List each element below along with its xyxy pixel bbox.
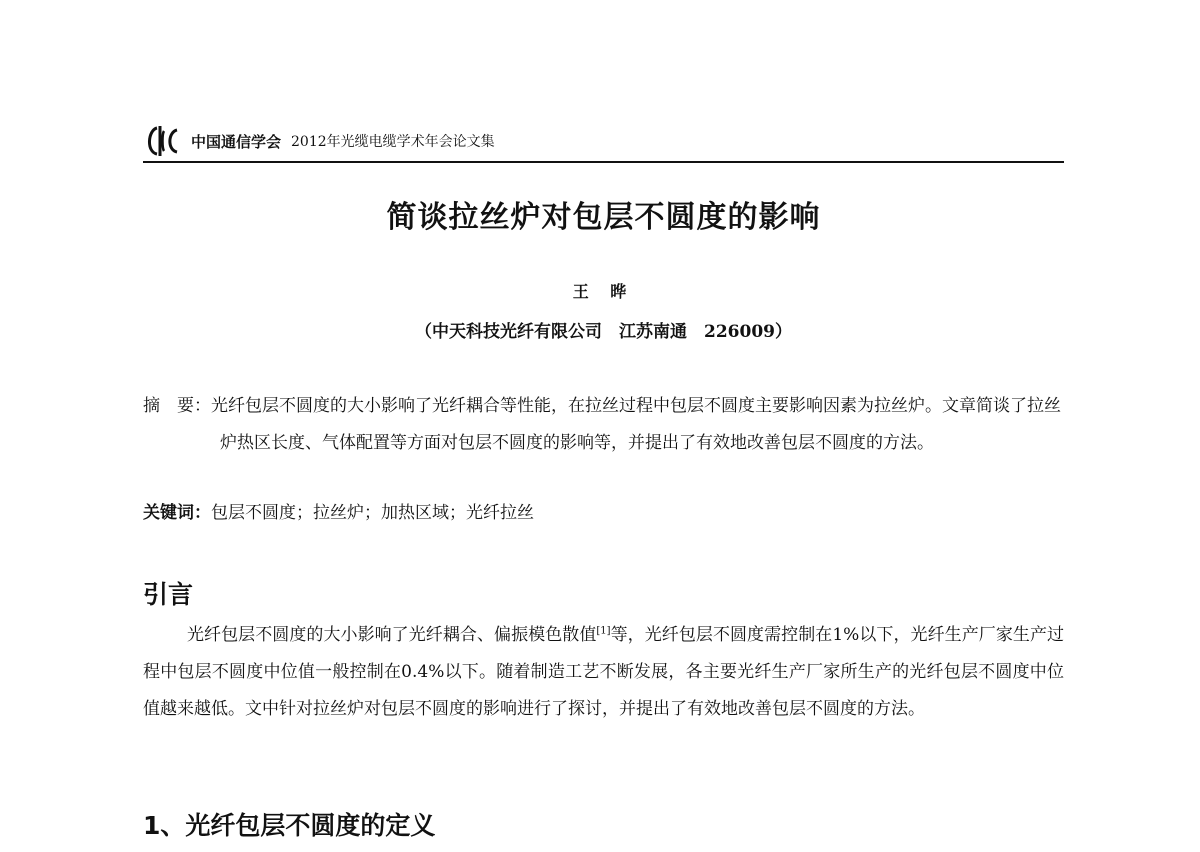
intro-paragraph [143, 617, 1064, 728]
keywords-label: 关键词： [143, 503, 211, 523]
abstract-text: 光纤包层不圆度的大小影响了光纤耦合等性能，在拉丝过程中包层不圆度主要影响因素为拉丝炉。文章简谈了拉丝炉热区长度、气体配置等方面对包层不圆度的影响等，并提出了有效地改善包层不圆度的方法。 [211, 396, 1061, 453]
abstract [143, 388, 1064, 462]
paper-title: 简谈拉丝炉对包层不圆度的影响 [386, 200, 821, 235]
citation-ref: [1] [596, 625, 611, 637]
section-heading-intro: 引言 [143, 580, 194, 609]
header-collection-title: 2012年光缆电缆学术年会论文集 [291, 134, 495, 150]
keywords-text: 包层不圆度；拉丝炉；加热区域；光纤拉丝 [211, 503, 534, 523]
running-header [143, 122, 1064, 160]
header-divider [143, 161, 1064, 163]
intro-text-part2: 等，光纤包层不圆度需控制在1%以下，光纤生产厂家生产过程中包层不圆度中位值一般控制在0.4%以下。随着制造工艺不断发展，各主要光纤生产厂家所生产的光纤包层不圆度中位值越来越低。文中针对拉丝炉对包层不圆度的影响进行了探讨，并提出了有效地改善包层不圆度的方法。 [143, 625, 1065, 719]
cic-logo-icon [143, 124, 183, 158]
paper-author: 王 晔 [572, 282, 635, 301]
abstract-label: 摘 要： [143, 396, 211, 416]
intro-text-part1: 光纤包层不圆度的大小影响了光纤耦合、偏振模色散值 [187, 625, 597, 645]
keywords [143, 498, 1064, 528]
paper-affiliation: （中天科技光纤有限公司 江苏南通 226009） [415, 322, 792, 342]
header-org-name: 中国通信学会 [191, 132, 282, 151]
section-heading-1: 1、光纤包层不圆度的定义 [143, 811, 436, 840]
